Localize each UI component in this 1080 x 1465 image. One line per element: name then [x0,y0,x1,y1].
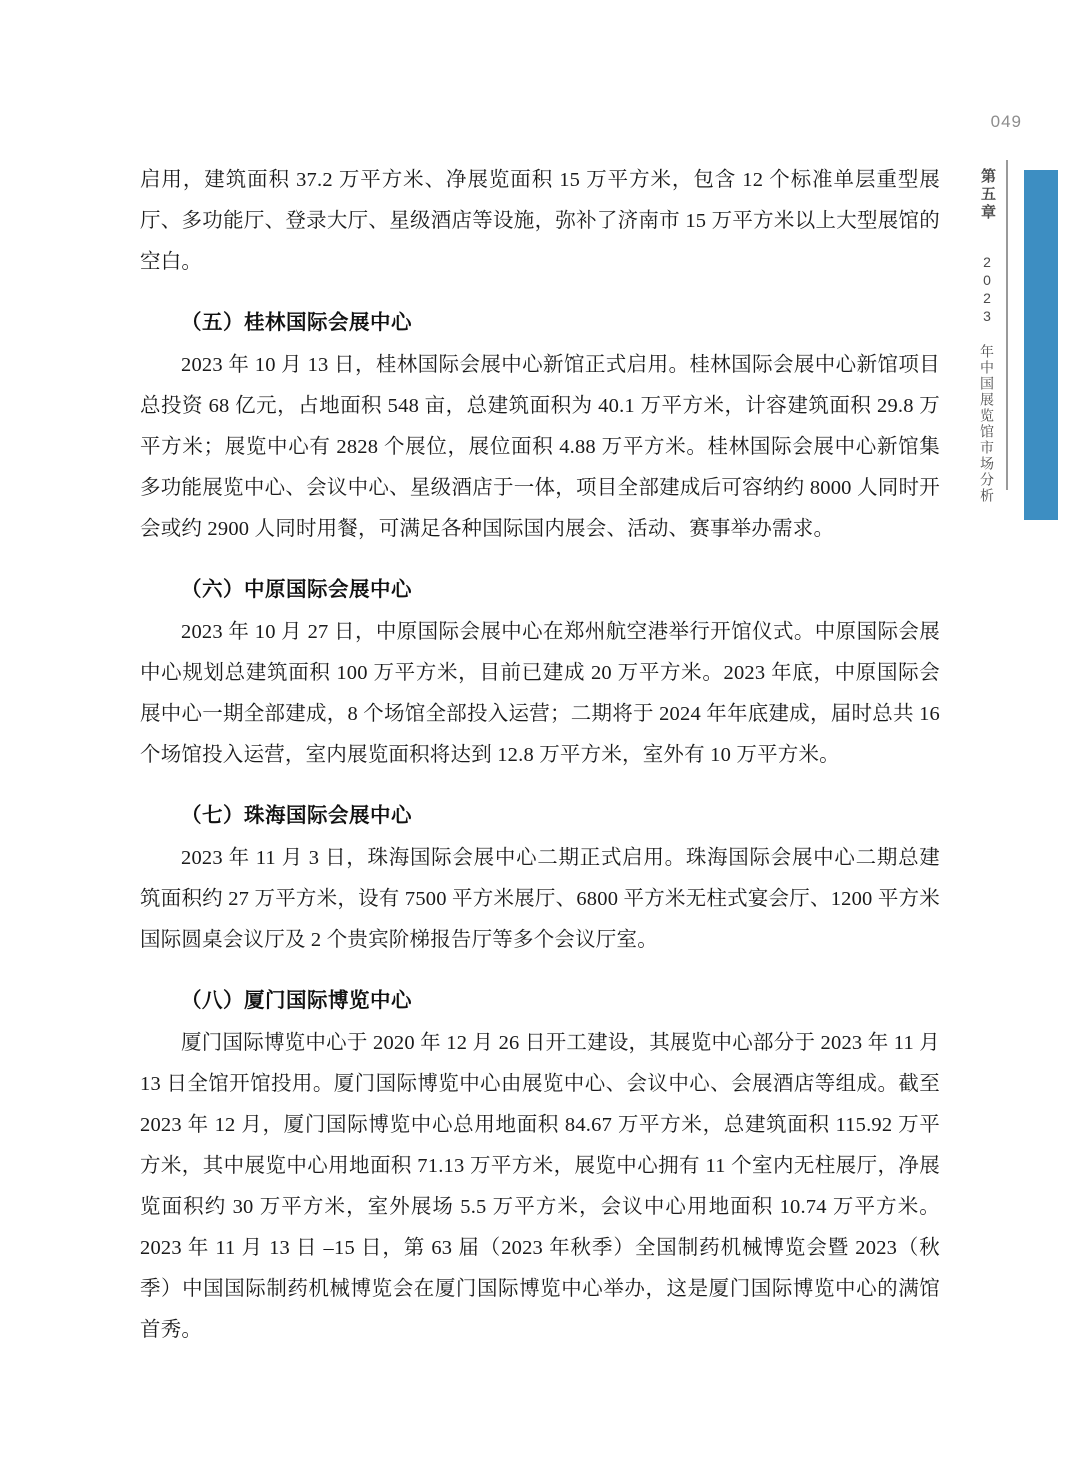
main-text-column [140,160,940,1357]
chapter-color-tab [1024,170,1058,520]
section-heading-6: （六）中原国际会展中心 [181,578,412,601]
chapter-rule [1006,160,1008,490]
page-number: 049 [990,112,1022,131]
section-body-5: 2023 年 10 月 13 日，桂林国际会展中心新馆正式启用。桂林国际会展中心新馆项目总投资 68 亿元，占地面积 548 亩，总建筑面积为 40.1 万平方米，计容建筑面积 29.8 万平方米；展览中心有 2828 个展位，展位面积 4.88 万平方米。桂林国际会展中心新馆集多功能展览中心、会议中心、星级酒店于一体，项目全部建成后可容纳约 8000 人同时开会或约 2900 人同时用餐，可满足各种国际国内展会、活动、赛事举办需求。 [140,354,940,540]
section-body-7: 2023 年 11 月 3 日，珠海国际会展中心二期正式启用。珠海国际会展中心二期总建筑面积约 27 万平方米，设有 7500 平方米展厅、6800 平方米无柱式宴会厅、1200 平方米国际圆桌会议厅及 2 个贵宾阶梯报告厅等多个会议厅室。 [140,847,940,951]
chapter-title-label: 2023 年中国展览馆市场分析 [979,254,995,504]
chapter-side-label [978,168,996,504]
chapter-number-label: 第五章 [979,168,996,222]
section-heading-5: （五）桂林国际会展中心 [181,311,412,334]
continued-paragraph: 启用，建筑面积 37.2 万平方米、净展览面积 15 万平方米，包含 12 个标准单层重型展厅、多功能厅、登录大厅、星级酒店等设施，弥补了济南市 15 万平方米以上大型展馆的空白。 [140,169,940,273]
section-heading-7: （七）珠海国际会展中心 [181,804,412,827]
section-heading-8: （八）厦门国际博览中心 [181,989,412,1012]
section-body-8: 厦门国际博览中心于 2020 年 12 月 26 日开工建设，其展览中心部分于 2023 年 11 月 13 日全馆开馆投用。厦门国际博览中心由展览中心、会议中心、会展酒店等组成。截至 2023 年 12 月，厦门国际博览中心总用地面积 84.67 万平方米，总建筑面积 115.92 万平方米，其中展览中心用地面积 71.13 万平方米，展览中心拥有 11 个室内无柱展厅，净展览面积约 30 万平方米，室外展场 5.5 万平方米，会议中心用地面积 10.74 万平方米。2023 年 11 月 13 日 –15 日，第 63 届（2023 年秋季）全国制药机械博览会暨 2023（秋季）中国国际制药机械博览会在厦门国际博览中心举办，这是厦门国际博览中心的满馆首秀。 [140,1032,940,1341]
section-body-6: 2023 年 10 月 27 日，中原国际会展中心在郑州航空港举行开馆仪式。中原国际会展中心规划总建筑面积 100 万平方米，目前已建成 20 万平方米。2023 年底，中原国际会展中心一期全部建成，8 个场馆全部投入运营；二期将于 2024 年年底建成，届时总共 16 个场馆投入运营，室内展览面积将达到 12.8 万平方米，室外有 10 万平方米。 [140,621,940,766]
